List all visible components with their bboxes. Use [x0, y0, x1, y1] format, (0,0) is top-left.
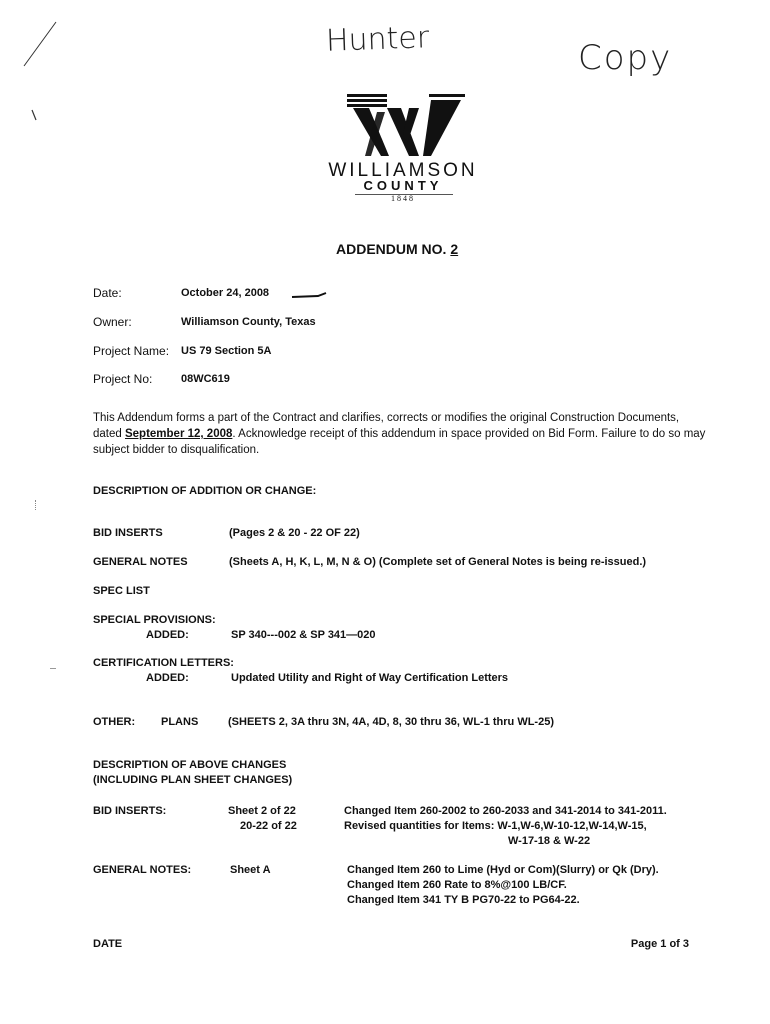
changes-bid-line1: Changed Item 260-2002 to 260-2033 and 341-2014 to 341-2011. — [344, 805, 667, 817]
info-label-date: Date: — [93, 286, 122, 300]
certification-value: Updated Utility and Right of Way Certification Letters — [231, 672, 509, 684]
footer-date: DATE — [93, 938, 123, 950]
pen-mark-date — [290, 290, 330, 300]
other-value: (SHEETS 2, 3A thru 3N, 4A, 4D, 8, 30 thru 36, WL-1 thru WL-25) — [228, 716, 554, 728]
changes-bid-line3: W-17-18 & W-22 — [508, 835, 591, 847]
other-sub-label: PLANS — [161, 716, 199, 728]
general-notes-label: GENERAL NOTES — [93, 556, 188, 568]
special-provisions-label: SPECIAL PROVISIONS: — [93, 614, 216, 626]
pen-mark-left — [30, 108, 40, 124]
info-value-project-no: 08WC619 — [181, 373, 230, 385]
intro-part1: This Addendum forms a part of the Contract and clarifies, corrects or modifies the original Construction Documents, dated — [93, 412, 680, 440]
logo-year: 1848 — [391, 194, 415, 203]
certification-label: CERTIFICATION LETTERS: — [93, 657, 234, 669]
info-value-date: October 24, 2008 — [181, 287, 270, 299]
logo-wordmark: WILLIAMSON — [328, 160, 478, 181]
above-changes-heading-line2: (INCLUDING PLAN SHEET CHANGES) — [93, 774, 293, 786]
special-provisions-added-label: ADDED: — [146, 629, 189, 641]
title-number: 2 — [450, 241, 459, 257]
changes-bid-sheet2: 20-22 of 22 — [240, 820, 297, 832]
info-label-project-name: Project Name: — [93, 344, 170, 358]
margin-mark — [35, 500, 37, 510]
changes-bid-label: BID INSERTS: — [93, 805, 167, 817]
title-prefix: ADDENDUM NO. — [336, 241, 451, 257]
changes-bid-line2: Revised quantities for Items: W-1,W-6,W-10-12,W-14,W-15, — [344, 820, 647, 832]
intro-part2: . Acknowledge receipt of this addendum in space provided on Bid Form. Failure to do so may subject bidder to disqualification. — [93, 428, 706, 456]
handwritten-name: Hunter — [325, 20, 430, 59]
changes-gen-line2: Changed Item 260 Rate to 8%@100 LB/CF. — [347, 879, 567, 891]
page-title — [336, 241, 458, 257]
intro-date: September 12, 2008 — [124, 428, 233, 440]
handwritten-copy: Copy — [578, 38, 673, 78]
spec-list-label: SPEC LIST — [93, 585, 150, 597]
special-provisions-value: SP 340---002 & SP 341—020 — [231, 629, 376, 641]
bid-inserts-label: BID INSERTS — [93, 527, 163, 539]
bid-inserts-value: (Pages 2 & 20 - 22 OF 22) — [229, 527, 360, 539]
info-value-owner: Williamson County, Texas — [181, 316, 316, 328]
changes-gen-line3: Changed Item 341 TY B PG70-22 to PG64-22. — [347, 894, 580, 906]
changes-gen-line1: Changed Item 260 to Lime (Hyd or Com)(Slurry) or Qk (Dry). — [347, 864, 659, 876]
changes-bid-sheet1: Sheet 2 of 22 — [228, 805, 296, 817]
changes-gen-label: GENERAL NOTES: — [93, 864, 192, 876]
info-label-project-no: Project No: — [93, 372, 153, 386]
general-notes-value: (Sheets A, H, K, L, M, N & O) (Complete set of General Notes is being re-issued.) — [229, 556, 647, 568]
margin-mark-2 — [50, 668, 56, 669]
changes-gen-sheet: Sheet A — [230, 864, 271, 876]
logo-county: COUNTY — [363, 178, 443, 193]
info-value-project-name: US 79 Section 5A — [181, 345, 272, 357]
intro-paragraph — [93, 410, 708, 458]
certification-added-label: ADDED: — [146, 672, 189, 684]
other-label: OTHER: — [93, 716, 136, 728]
williamson-w-logo — [347, 94, 465, 160]
info-label-owner: Owner: — [93, 315, 132, 329]
pen-mark-top-left — [20, 20, 60, 70]
description-heading: DESCRIPTION OF ADDITION OR CHANGE: — [93, 485, 317, 497]
page-number: Page 1 of 3 — [630, 938, 689, 950]
above-changes-heading-line1: DESCRIPTION OF ABOVE CHANGES — [93, 759, 287, 771]
